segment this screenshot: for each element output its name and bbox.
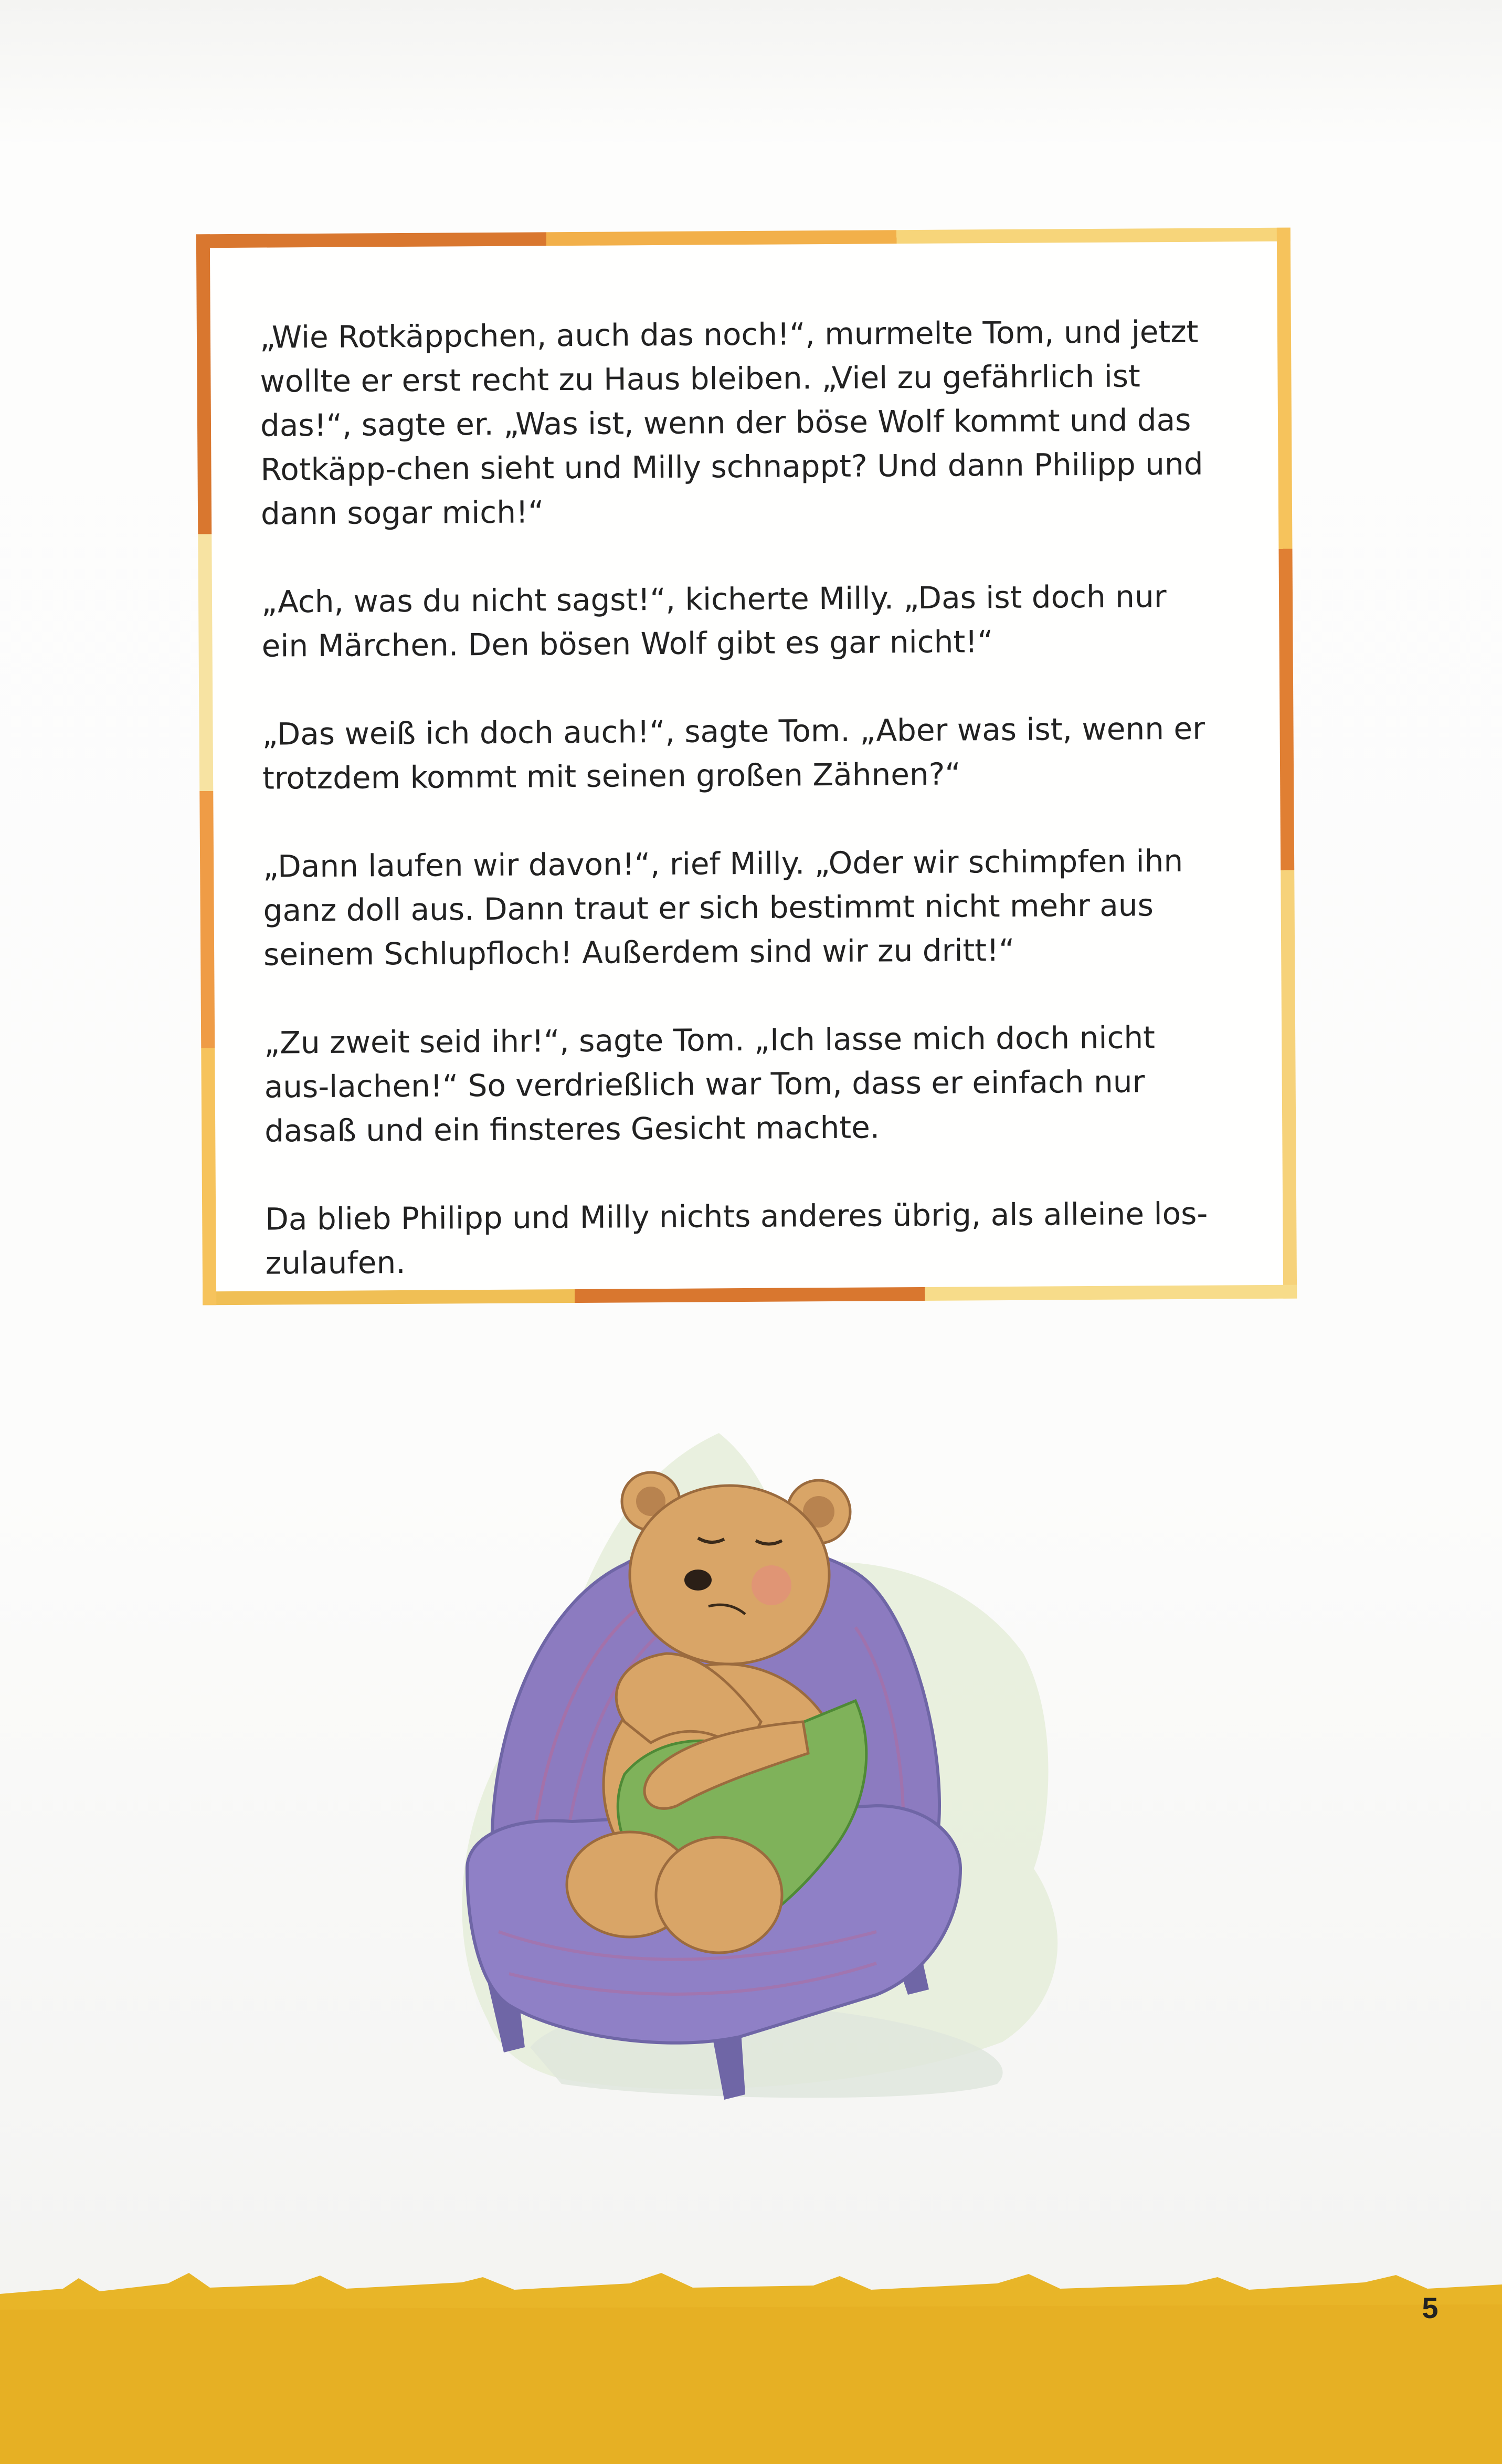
story-paragraph: „Wie Rotkäppchen, auch das noch!“, murmelte Tom, und jetzt wollte er erst recht zu Haus bleiben. „Viel zu gefährlich ist das!“, sagte er. „Was ist, wenn der böse Wolf kommt und das Rotkäpp-chen sieht und Milly schnappt? Und dann Philipp und dann sogar mich!“ (259, 313, 1203, 532)
story-text (260, 310, 1210, 1286)
story-paragraph: „Ach, was du nicht sagst!“, kicherte Milly. „Das ist doch nur ein Märchen. Den bösen Wolf gibt es gar nicht!“ (261, 578, 1167, 664)
bear-cheek (752, 1565, 791, 1605)
bear-head (630, 1486, 829, 1664)
bear-knee (656, 1837, 782, 1953)
story-paragraph: „Dann laufen wir davon!“, rief Milly. „Oder wir schimpfen ihn ganz doll aus. Dann traut er sich bestimmt nicht mehr aus seinem Schlupfloch! Außerdem sind wir zu dritt!“ (262, 843, 1183, 973)
bear-in-armchair-icon (404, 1407, 1139, 2121)
story-paragraph: „Das weiß ich doch auch!“, sagte Tom. „Aber was ist, wenn er trotzdem kommt mit seinen großen Zähnen?“ (262, 710, 1205, 796)
page-number: 5 (1422, 2291, 1438, 2324)
story-paragraph: „Zu zweit seid ihr!“, sagte Tom. „Ich lasse mich doch nicht aus-lachen!“ So verdrießlich war Tom, dass er einfach nur dasaß und ein finsteres Gesicht machte. (263, 1019, 1156, 1149)
bear-nose (684, 1570, 712, 1591)
story-paragraph: Da blieb Philipp und Milly nichts anderes übrig, als alleine los-zulaufen. (265, 1195, 1208, 1281)
story-text-frame (196, 228, 1297, 1305)
yellow-paint-band (0, 2273, 1502, 2464)
